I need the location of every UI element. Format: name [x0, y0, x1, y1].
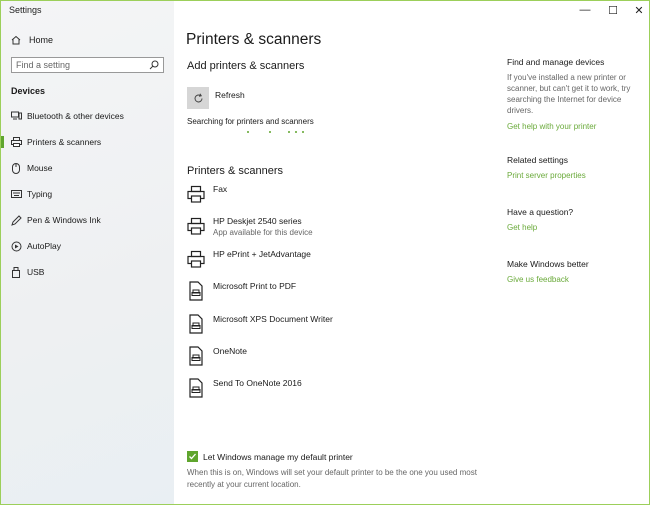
title-bar: [1, 1, 649, 19]
searching-status: Searching for printers and scanners: [187, 117, 314, 126]
related-settings-panel: [507, 155, 637, 180]
printer-icon: [10, 136, 22, 148]
progress-dot: [288, 131, 290, 133]
selection-indicator: [1, 136, 4, 148]
sidebar-item-label: Mouse: [27, 163, 53, 173]
feedback-link[interactable]: Give us feedback: [507, 275, 569, 284]
printer-help-link[interactable]: Get help with your printer: [507, 122, 597, 131]
page-title: Printers & scanners: [186, 31, 322, 48]
question-heading: Have a question?: [507, 207, 574, 217]
add-printers-heading: Add printers & scanners: [187, 60, 305, 72]
progress-dot: [247, 131, 249, 133]
print-server-link[interactable]: Print server properties: [507, 171, 586, 180]
printer-subtitle: App available for this device: [213, 228, 313, 237]
related-settings-heading: Related settings: [507, 155, 568, 165]
find-devices-heading: Find and manage devices: [507, 57, 605, 67]
checkmark-icon: [188, 452, 197, 461]
printer-name: HP ePrint + JetAdvantage: [213, 249, 311, 259]
default-printer-label[interactable]: Let Windows manage my default printer: [203, 452, 353, 462]
keyboard-icon: [10, 188, 22, 200]
question-panel: [507, 207, 637, 232]
search-icon[interactable]: [149, 60, 159, 70]
list-item-fax[interactable]: [187, 184, 227, 204]
list-item-hp-deskjet[interactable]: [187, 216, 313, 238]
printer-icon: [187, 184, 205, 204]
find-devices-text: If you've installed a new printer or scanner, but can't get it to work, try searching the Internet for device drivers.: [507, 73, 631, 115]
sidebar-item-label: Bluetooth & other devices: [27, 111, 124, 121]
maximize-button[interactable]: ☐: [608, 4, 618, 17]
printer-name: Microsoft Print to PDF: [213, 281, 297, 291]
close-button[interactable]: ✕: [634, 4, 644, 17]
sidebar-item-mouse[interactable]: [1, 156, 174, 180]
printer-name: OneNote: [213, 346, 248, 356]
sidebar-item-autoplay[interactable]: [1, 234, 174, 258]
home-icon: [11, 35, 21, 45]
search-input[interactable]: [16, 60, 146, 70]
feedback-heading: Make Windows better: [507, 259, 589, 269]
home-label: Home: [29, 35, 54, 45]
sidebar-item-label: USB: [27, 267, 45, 277]
sidebar-item-typing[interactable]: [1, 182, 174, 206]
list-item-onenote[interactable]: [187, 346, 247, 366]
progress-dot: [302, 131, 304, 133]
default-printer-description: When this is on, Windows will set your default printer to be the one you used most recently at your current location.: [187, 468, 477, 489]
printer-name: Microsoft XPS Document Writer: [213, 314, 333, 324]
list-item-hp-eprint[interactable]: [187, 249, 311, 269]
section-devices: Devices: [11, 86, 46, 96]
default-printer-checkbox[interactable]: [187, 451, 198, 462]
printer-icon: [187, 249, 205, 269]
autoplay-icon: [10, 240, 22, 252]
mouse-icon: [10, 162, 22, 174]
search-box[interactable]: [11, 57, 164, 73]
home-link[interactable]: [11, 35, 53, 45]
get-help-link[interactable]: Get help: [507, 223, 538, 232]
document-printer-icon: [187, 378, 205, 398]
usb-icon: [10, 266, 22, 278]
sidebar-item-bluetooth[interactable]: [1, 104, 174, 128]
minimize-button[interactable]: —: [579, 4, 591, 16]
sidebar-item-label: Printers & scanners: [27, 137, 102, 147]
pen-icon: [10, 214, 22, 226]
sidebar: [1, 1, 174, 504]
find-devices-panel: [507, 57, 637, 131]
sidebar-item-usb[interactable]: [1, 260, 174, 284]
list-item-xps-writer[interactable]: [187, 314, 333, 334]
window-title: Settings: [9, 5, 42, 15]
list-item-print-to-pdf[interactable]: [187, 281, 296, 301]
printer-name: Fax: [213, 184, 228, 194]
bluetooth-icon: [10, 110, 22, 122]
refresh-label: Refresh: [215, 90, 245, 100]
progress-dot: [269, 131, 271, 133]
sidebar-item-label: Typing: [27, 189, 53, 199]
refresh-button[interactable]: [187, 87, 209, 109]
refresh-icon: [193, 93, 204, 104]
sidebar-item-printers[interactable]: [1, 130, 174, 154]
document-printer-icon: [187, 281, 205, 301]
feedback-panel: [507, 259, 637, 284]
list-item-send-to-onenote[interactable]: [187, 378, 302, 398]
printer-name: HP Deskjet 2540 series: [213, 216, 302, 226]
sidebar-item-label: AutoPlay: [27, 241, 62, 251]
sidebar-item-label: Pen & Windows Ink: [27, 215, 101, 225]
printer-name: Send To OneNote 2016: [213, 378, 302, 388]
sidebar-item-pen[interactable]: [1, 208, 174, 232]
document-printer-icon: [187, 346, 205, 366]
progress-dot: [295, 131, 297, 133]
printer-icon: [187, 216, 205, 236]
printers-list-heading: Printers & scanners: [187, 165, 283, 177]
document-printer-icon: [187, 314, 205, 334]
